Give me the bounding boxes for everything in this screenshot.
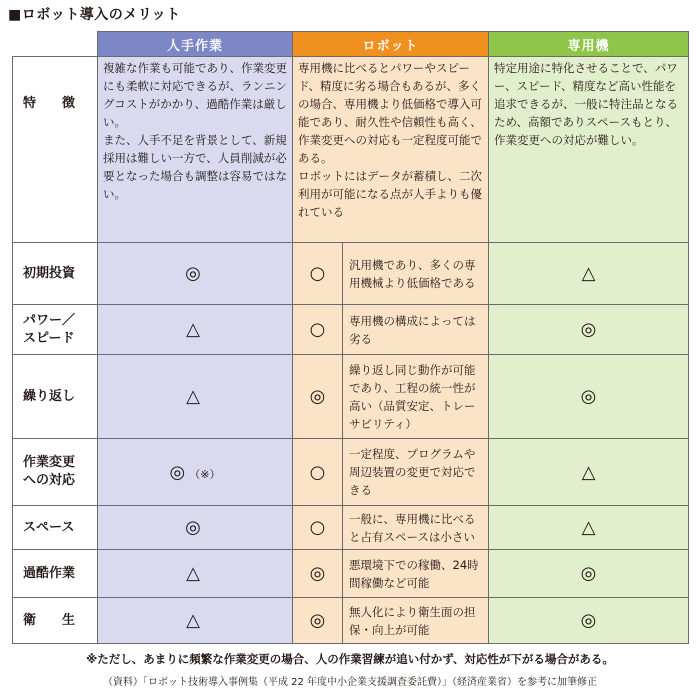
dedicated-rating: △	[489, 506, 689, 550]
dedicated-rating: ◎	[489, 355, 689, 439]
table-row	[13, 550, 689, 598]
rating-symbol: ◎	[169, 461, 186, 483]
row-label-features	[13, 57, 98, 243]
human-rating	[98, 305, 293, 355]
dedicated-rating: ◎	[489, 550, 689, 598]
rating-note: （※）	[189, 467, 221, 481]
human-rating	[98, 439, 293, 506]
features-human	[98, 57, 293, 243]
table-row	[13, 598, 689, 644]
table-row	[13, 305, 689, 355]
row-label	[13, 550, 98, 598]
col-header-human: 人手作業	[98, 32, 293, 57]
robot-note: 悪環境下での稼働、24時間稼働など可能	[343, 550, 489, 598]
row-label-text: 衛 生	[23, 612, 76, 628]
row-label	[13, 506, 98, 550]
robot-note: 無人化により衛生面の担保・向上が可能	[343, 598, 489, 644]
table-row	[13, 355, 689, 439]
rating-symbol: △	[186, 319, 200, 340]
rating-symbol: △	[186, 563, 200, 584]
robot-note: 一定程度、プログラムや周辺装置の変更で対応できる	[343, 439, 489, 506]
row-label	[13, 598, 98, 644]
dedicated-rating: ◎	[489, 598, 689, 644]
robot-note: 汎用機であり、多くの専用機械より低価格である	[343, 243, 489, 305]
row-label	[13, 305, 98, 355]
footnote: ※ただし、あまりに頻繁な作業変更の場合、人の作業習練が追い付かず、対応性が下がる場合がある。	[86, 652, 614, 666]
robot-rating: ◎	[293, 598, 343, 644]
human-rating	[98, 355, 293, 439]
robot-rating: ○	[293, 243, 343, 305]
features-robot	[293, 57, 489, 243]
corner-cell	[13, 32, 98, 57]
robot-note: 繰り返し同じ動作が可能であり、工程の統一性が高い（品質安定、トレーサビリティ）	[343, 355, 489, 439]
merit-table	[12, 31, 689, 644]
source-note: （資料）「ロボット技術導入事例集（平成 22 年度中小企業支援調査委託費）」（経済産業省）を参考に加筆修正	[102, 677, 598, 688]
features-dedicated-text: 特定用途に特化させることで、パワー、スピード、精度など高い性能を追求できるが、一般に特注品となるため、高額でありスペースもとり、作業変更への対応が難しい。	[494, 61, 679, 147]
row-label-text: 初期投資	[23, 265, 76, 281]
row-label	[13, 355, 98, 439]
robot-rating: ○	[293, 439, 343, 506]
figure-title: ■ロボット導入のメリット	[8, 7, 181, 23]
robot-note: 専用機の構成によっては劣る	[343, 305, 489, 355]
robot-rating: ○	[293, 305, 343, 355]
dedicated-rating: △	[489, 243, 689, 305]
robot-note: 一般に、専用機に比べると占有スペースは小さい	[343, 506, 489, 550]
features-robot-text: 専用機に比べるとパワーやスピード、精度に劣る場合もあるが、多くの場合、専用機より低価格で導入可能であり、耐久性や信頼性も高く、作業変更への対応も一定程度可能である。 ロボットにはデータが蓄積し、二次利用が可能になる点が人手よりも優れている	[298, 61, 482, 219]
row-label-text: 作業変更 への対応	[23, 455, 76, 488]
col-header-robot: ロボット	[293, 32, 489, 57]
rating-symbol: ◎	[185, 517, 201, 538]
table-row	[13, 506, 689, 550]
robot-rating: ◎	[293, 355, 343, 439]
human-rating	[98, 243, 293, 305]
features-row	[13, 57, 689, 243]
features-dedicated	[489, 57, 689, 243]
dedicated-rating: ◎	[489, 305, 689, 355]
dedicated-rating: △	[489, 439, 689, 506]
row-label-text: 繰り返し	[23, 388, 76, 404]
robot-rating: ◎	[293, 550, 343, 598]
robot-rating: ○	[293, 506, 343, 550]
table-row	[13, 439, 689, 506]
rating-symbol: ◎	[185, 263, 201, 284]
row-label	[13, 439, 98, 506]
features-human-text: 複雑な作業も可能であり、作業変更にも柔軟に対応できるが、ランニングコストがかかり、過酷作業は厳しい。 また、人手不足を背景として、新規採用は難しい一方で、人員削減が必要となった場合も調整は容易ではない。	[103, 61, 287, 201]
col-header-dedicated: 専用機	[489, 32, 689, 57]
header-row	[13, 32, 689, 57]
human-rating	[98, 506, 293, 550]
row-label-text: 過酷作業	[23, 565, 76, 581]
rating-symbol: △	[186, 386, 200, 407]
human-rating	[98, 598, 293, 644]
row-label-text: パワー／ スピード	[23, 312, 76, 346]
row-label	[13, 243, 98, 305]
human-rating	[98, 550, 293, 598]
row-label-text: スペース	[23, 519, 75, 535]
table-row	[13, 243, 689, 305]
rating-symbol: △	[186, 610, 200, 631]
row-label-text: 特 徴	[23, 96, 76, 111]
